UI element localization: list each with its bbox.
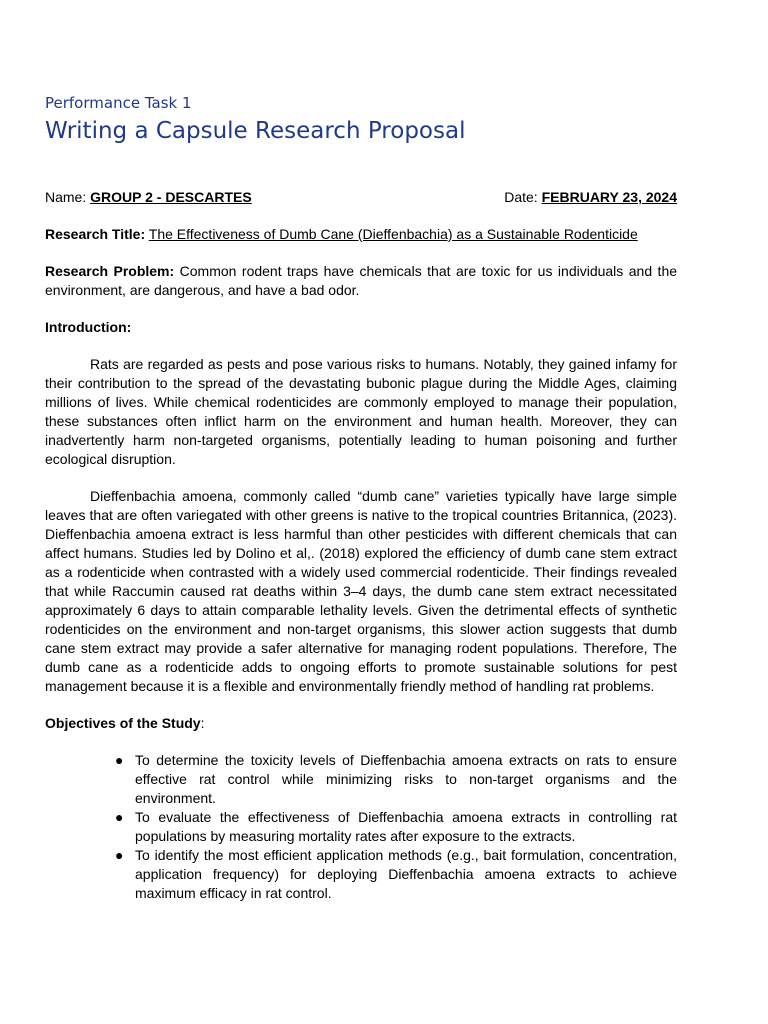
objective-text: To identify the most efficient application methods (e.g., bait formulation, concentration, application frequency) for deploying Dieffenbachia amoena extracts to achieve maximum efficacy in rat control. [135, 847, 677, 901]
objectives-heading-text: Objectives of the Study [45, 715, 201, 731]
research-problem-label: Research Problem: [45, 263, 175, 279]
research-problem-value: Common rodent traps have chemicals that are toxic for us individuals and the environment, are dangerous, and have a bad odor. [45, 263, 678, 298]
date-label: Date: [504, 189, 538, 205]
bullet-icon: ● [115, 847, 124, 863]
research-title-value: The Effectiveness of Dumb Cane (Dieffenbachia) as a Sustainable Rodenticide [148, 226, 638, 242]
introduction-heading [45, 318, 677, 337]
introduction-paragraph: Dieffenbachia amoena, commonly called “dumb cane” varieties typically have large simple leaves that are often variegated with other greens is native to the tropical countries Britannica, (2023). Dieffenbachia amoena extract is less harmful than other pesticides with different chemicals that can affect humans. Studies led by Dolino et al,. (2018) explored the efficiency of dumb cane stem extract as a rodenticide when contrasted with a widely used commercial rodenticide. Their findings revealed that while Raccumin caused rat deaths within 3–4 days, the dumb cane stem extract necessitated approximately 6 days to attain comparable lethality levels. Given the detrimental effects of synthetic rodenticides on the environment and non-target organisms, this slower action suggests that dumb cane stem extract may provide a safer alternative for managing rodent populations. Therefore, The dumb cane as a rodenticide adds to ongoing efforts to promote sustainable solutions for pest management because it is a flexible and environmentally friendly method of handling rat problems. [45, 488, 677, 694]
list-item [115, 808, 677, 846]
task-subtitle: Performance Task 1 [45, 94, 192, 112]
objectives-heading-suffix: : [200, 715, 205, 731]
introduction-paragraph: Rats are regarded as pests and pose various risks to humans. Notably, they gained infamy for their contribution to the spread of the devastating bubonic plague during the Middle Ages, claiming millions of lives. While chemical rodenticides are commonly employed to manage their population, these substances often inflict harm on the environment and human health. Moreover, they can inadvertently harm non-targeted organisms, potentially leading to human poisoning and further ecological disruption. [45, 356, 677, 467]
meta-row [45, 188, 677, 207]
objective-text: To evaluate the effectiveness of Dieffenbachia amoena extracts in controlling rat populations by measuring mortality rates after exposure to the extracts. [135, 809, 677, 844]
research-title-label: Research Title: [45, 226, 146, 242]
name-label: Name: [45, 189, 87, 205]
bullet-icon: ● [115, 752, 124, 768]
list-item [115, 846, 677, 903]
date-field [504, 188, 677, 207]
objectives-list [45, 751, 677, 903]
document-content [45, 92, 677, 903]
introduction-heading-text: Introduction: [45, 319, 132, 335]
name-field [45, 188, 252, 207]
list-item [115, 751, 677, 808]
objectives-heading [45, 714, 677, 733]
objective-text: To determine the toxicity levels of Dieffenbachia amoena extracts on rats to ensure effective rat control while minimizing risks to non-target organisms and the environment. [135, 752, 677, 806]
bullet-icon: ● [115, 809, 124, 825]
name-value: GROUP 2 - DESCARTES [90, 189, 252, 205]
research-title [45, 225, 677, 244]
document-title: Writing a Capsule Research Proposal [45, 118, 466, 144]
date-value: FEBRUARY 23, 2024 [541, 189, 677, 205]
research-problem [45, 262, 677, 300]
